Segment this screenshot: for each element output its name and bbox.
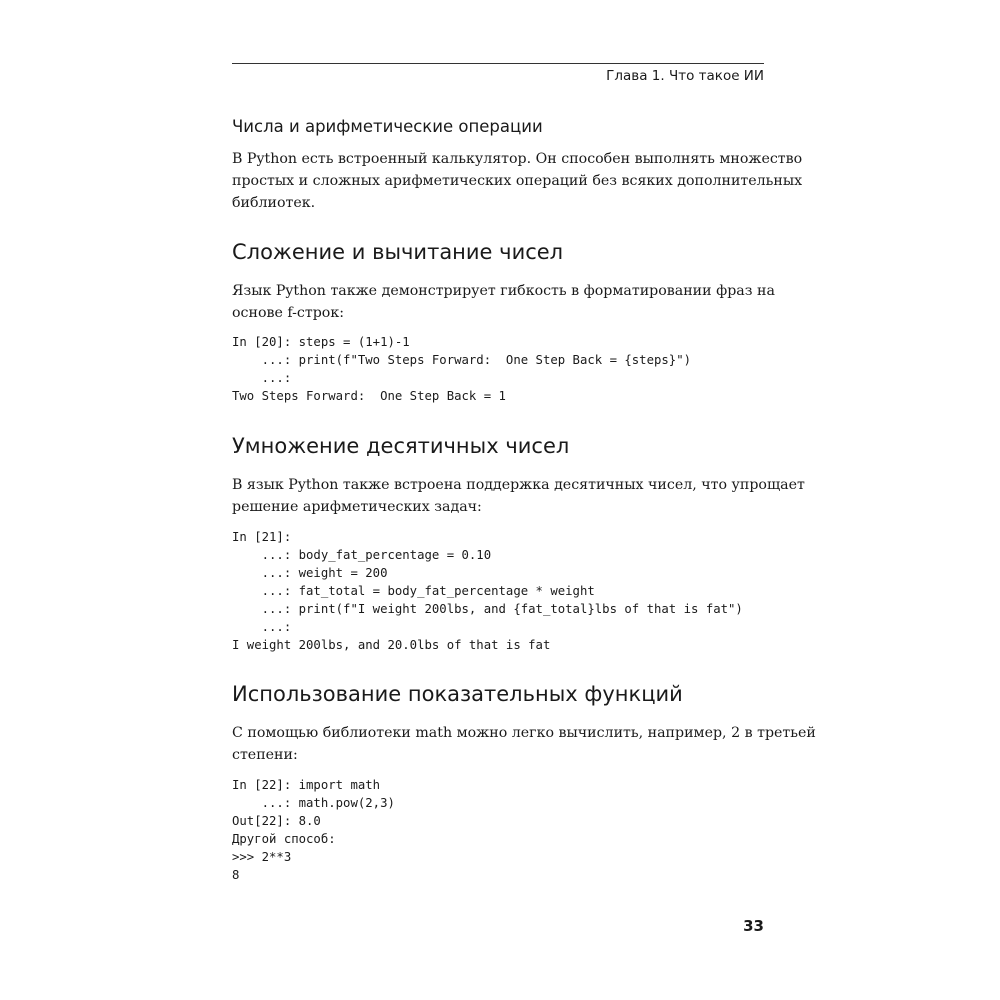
code-line: ...: math.pow(2,3) <box>232 796 395 810</box>
paragraph-line: простых и сложных арифметических операций без всяких дополнительных <box>232 173 803 189</box>
section-heading-decimals: Умножение десятичных чисел <box>232 434 570 458</box>
code-line: In [20]: steps = (1+1)-1 <box>232 335 410 349</box>
paragraph-exponents <box>232 722 816 766</box>
section-heading-numbers: Числа и арифметические операции <box>232 117 543 136</box>
code-line: 8 <box>232 868 240 882</box>
paragraph-line: В язык Python также встроена поддержка десятичных чисел, что упрощает <box>232 477 805 493</box>
code-line: ...: print(f"I weight 200lbs, and {fat_total}lbs of that is fat") <box>232 602 743 616</box>
code-line: ...: body_fat_percentage = 0.10 <box>232 548 492 562</box>
paragraph-line: В Python есть встроенный калькулятор. Он способен выполнять множество <box>232 151 803 167</box>
code-block-exponents <box>232 776 395 884</box>
code-block-decimals <box>232 528 743 654</box>
paragraph-line: основе f-строк: <box>232 305 344 321</box>
paragraph-decimals <box>232 474 805 518</box>
code-line: ...: fat_total = body_fat_percentage * weight <box>232 584 595 598</box>
code-line: In [22]: import math <box>232 778 381 792</box>
code-line: >>> 2**3 <box>232 850 292 864</box>
paragraph-line: решение арифметических задач: <box>232 499 482 515</box>
code-line: I weight 200lbs, and 20.0lbs of that is fat <box>232 638 551 652</box>
code-line: ...: <box>232 620 292 634</box>
running-head: Глава 1. Что такое ИИ <box>606 68 764 84</box>
paragraph-line: степени: <box>232 747 298 763</box>
page-number: 33 <box>743 917 764 935</box>
code-line: ...: print(f"Two Steps Forward: One Step Back = {steps}") <box>232 353 692 367</box>
code-line: Out[22]: 8.0 <box>232 814 321 828</box>
code-line: Two Steps Forward: One Step Back = 1 <box>232 389 506 403</box>
paragraph-numbers <box>232 148 803 214</box>
code-line: Другой способ: <box>232 832 336 846</box>
code-line: ...: <box>232 371 292 385</box>
paragraph-addition <box>232 280 775 324</box>
section-heading-exponents: Использование показательных функций <box>232 682 683 706</box>
code-block-addition <box>232 333 691 405</box>
paragraph-line: библиотек. <box>232 195 316 211</box>
code-line: ...: weight = 200 <box>232 566 388 580</box>
section-heading-addition: Сложение и вычитание чисел <box>232 240 564 264</box>
paragraph-line: Язык Python также демонстрирует гибкость в форматировании фраз на <box>232 283 775 299</box>
header-rule <box>232 63 764 64</box>
code-line: In [21]: <box>232 530 292 544</box>
paragraph-line: С помощью библиотеки math можно легко вычислить, например, 2 в третьей <box>232 725 816 741</box>
